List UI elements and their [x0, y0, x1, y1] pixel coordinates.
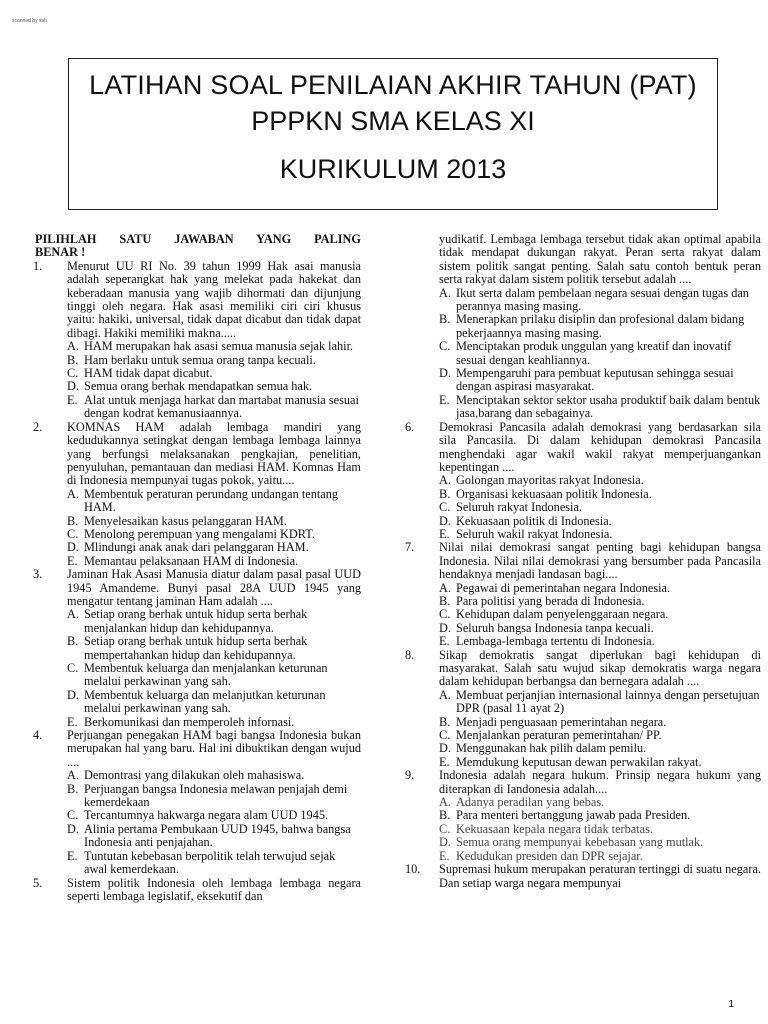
option-d [67, 823, 361, 850]
option-label: C. [439, 821, 451, 836]
option-text: Seluruh rakyat Indonesia. [456, 500, 583, 515]
option-text: Pegawai di pemerintahan negara Indonesia. [456, 580, 671, 595]
question-4 [33, 729, 361, 876]
question-number: 5. [33, 875, 43, 890]
option-d [67, 541, 361, 554]
option-b [67, 354, 361, 367]
option-a [67, 769, 361, 782]
question-text: Jaminan Hak Asasi Manusia diatur dalam pasal pasal UUD 1945 Amandeme. Bunyi pasal 28A UUD 1945 yang mengatur tentang jaminan Ham adalah .... [67, 567, 361, 608]
option-label: C. [67, 808, 79, 823]
option-label: C. [439, 728, 451, 743]
option-text: Semua orang mempunyai kebebasan yang mutlak. [456, 835, 704, 850]
question-text: KOMNAS HAM adalah lembaga mandiri yang kedudukannya setingkat dengan lembaga lembaga lainnya yang berfungsi melaksanakan pengkajian, penelitian, penyuluhan, pemantauan dan mediasi HAM. Komnas Ham di Indonesia mempunyai tugas pokok, yaitu.... [67, 419, 361, 488]
title-box [68, 58, 718, 210]
option-label: E. [439, 634, 450, 649]
option-e [439, 850, 761, 863]
option-a [439, 287, 761, 314]
option-text: HAM merupakan hak asasi semua manusia sejak lahir. [84, 339, 354, 354]
option-c [439, 729, 761, 742]
option-label: B. [439, 486, 451, 501]
option-label: C. [67, 366, 79, 381]
question-text: Sistem politik Indonesia oleh lembaga lembaga negara seperti lembaga legislatif, eksekutif dan [67, 875, 361, 903]
question-5 [33, 877, 361, 904]
option-b [439, 716, 761, 729]
option-text: Setiap orang berhak untuk hidup serta berhak menjalankan hidup dan kehidupannya. [84, 607, 308, 635]
option-text: Memdukung keputusan dewan perwakilan rakyat. [456, 754, 702, 769]
question-number: 6. [405, 419, 415, 434]
option-label: C. [67, 526, 79, 541]
option-text: Para politisi yang berada di Indonesia. [456, 593, 645, 608]
option-label: B. [67, 352, 79, 367]
question-number: 3. [33, 567, 43, 582]
option-text: Demontrasi yang dilakukan oleh mahasiswa. [84, 768, 305, 783]
option-b [439, 313, 761, 340]
question-number: 8. [405, 647, 415, 662]
option-text: Ikut serta dalam pembelaan negara sesuai dengan tugas dan perannya masing masing. [456, 285, 749, 314]
option-a [67, 340, 361, 353]
option-text: Menciptakan sektor sektor usaha produktif baik dalam bentuk jasa,barang dan sebagainya. [456, 392, 761, 421]
option-b [67, 783, 361, 810]
option-label: A. [439, 687, 451, 702]
option-a [67, 488, 361, 515]
option-d [439, 742, 761, 755]
option-label: A. [439, 795, 451, 810]
question-number: 2. [33, 419, 43, 434]
option-d [439, 515, 761, 528]
option-e [67, 850, 361, 877]
option-label: E. [67, 553, 78, 568]
question-number: 7. [405, 540, 415, 555]
option-label: A. [439, 473, 451, 488]
option-c [67, 809, 361, 822]
option-e [67, 555, 361, 568]
question-5-continuation: yudikatif. Lembaga lembaga tersebut tidak akan optimal apabila tidak mendapat dukungan rakyat. Peran serta rakyat dalam sistem politik sangat penting. Salah satu contoh bentuk peran serta rakyat dalam sistem politik tersebut adalah .... [439, 232, 761, 287]
title-line-3: KURIKULUM 2013 [279, 154, 507, 184]
option-text: Seluruh wakil rakyat Indonesia. [456, 526, 613, 541]
option-label: D. [439, 513, 451, 528]
question-3 [33, 568, 361, 729]
option-a [67, 608, 361, 635]
question-1 [33, 260, 361, 421]
question-7 [405, 541, 761, 648]
option-text: Membentuk peraturan perundang undangan tentang HAM. [84, 486, 339, 515]
option-label: B. [439, 714, 451, 729]
option-e [439, 528, 761, 541]
option-text: Menerapkan prilaku disiplin dan profesional dalam bidang pekerjaannya masing masing. [456, 312, 745, 340]
question-number: 9. [405, 768, 415, 783]
option-a [439, 582, 761, 595]
option-label: E. [67, 848, 78, 863]
option-e [67, 394, 361, 421]
question-5-options [405, 287, 761, 421]
question-number: 1. [33, 258, 43, 273]
option-label: D. [439, 835, 451, 850]
option-text: Organisasi kekuasaan politik Indonesia. [456, 486, 652, 501]
question-10 [405, 863, 761, 890]
option-d [439, 836, 761, 849]
question-text: Perjuangan penegakan HAM bagi bangsa Indonesia bukan merupakan hal yang baru. Hal ini dibuktikan dengan wujud .... [67, 728, 361, 769]
option-label: D. [439, 366, 451, 381]
option-a [439, 689, 761, 716]
option-label: A. [439, 580, 451, 595]
option-label: A. [67, 607, 79, 622]
option-text: HAM tidak dapat dicabut. [84, 366, 213, 381]
question-text: Nilai nilai demokrasi sangat penting bagi kehidupan bangsa Indonesia. Nilai nilai demokrasi yang bersumber pada Pancasila hendaknya menjadi landasan bagi.... [439, 540, 761, 582]
question-6 [405, 421, 761, 542]
option-label: D. [67, 821, 79, 836]
option-text: Menyelesaikan kasus pelanggaran HAM. [84, 513, 287, 528]
option-text: Alinia pertama Pembukaan UUD 1945, bahwa bangsa Indonesia anti penjajahan. [84, 821, 351, 850]
question-text: Demokrasi Pancasila adalah demokrasi yang berdasarkan sila sila Pancasila. Di dalam kehidupan demokrasi Pancasila menghendaki agar wakil wakil rakyat memperjuangankan kepentingan .... [439, 419, 761, 474]
option-c [67, 528, 361, 541]
option-label: B. [439, 808, 451, 823]
option-text: Berkomunikasi dan memperoleh infornasi. [84, 714, 295, 729]
title-line-2: PPPKN SMA KELAS XI [251, 106, 535, 136]
option-label: D. [439, 741, 451, 756]
option-e [439, 394, 761, 421]
option-text: Membentuk keluarga dan menjalankan keturunan melalui perkawinan yang sah. [84, 661, 328, 689]
option-text: Lembaga-lembaga tertentu di Indonesia. [456, 634, 655, 649]
option-label: A. [67, 768, 79, 783]
option-text: Semua orang berhak mendapatkan semua hak. [84, 379, 313, 394]
option-label: D. [439, 620, 451, 635]
option-label: C. [439, 500, 451, 515]
option-text: Menjadi penguasaan pemerintahan negara. [456, 714, 667, 729]
option-text: Tuntutan kebebasan berpolitik telah terwujud sejak awal kemerdekaan. [84, 848, 336, 877]
option-text: Mlindungi anak anak dari pelanggaran HAM. [84, 540, 309, 555]
option-text: Seluruh bangsa Indonesia tanpa kecuali. [456, 620, 654, 635]
option-b [439, 595, 761, 608]
watermark: scanned by ssh [12, 18, 47, 24]
right-column [405, 233, 761, 890]
option-label: B. [67, 781, 79, 796]
option-label: B. [67, 513, 79, 528]
question-text: Indonesia adalah negara hukum. Prinsip negara hukum yang diterapkan di Iandonesia adalah.... [439, 768, 761, 796]
question-number: 10. [405, 862, 421, 877]
option-text: Alat untuk menjaga harkat dan martabat manusia sesuai dengan kodrat kemanusiaannya. [84, 392, 359, 421]
page-number: 1 [728, 999, 734, 1010]
instruction-line-2: BENAR ! [35, 245, 86, 260]
option-text: Menjalankan peraturan pemerintahan/ PP. [456, 728, 662, 743]
question-text: Sikap demokratis sangat diperlukan bagi kehidupan di masyarakat. Salah satu wujud sikap demokratis warga negara dalam kehidupan berbangsa dan bernegara adalah .... [439, 647, 761, 689]
option-label: E. [67, 714, 78, 729]
option-e [67, 716, 361, 729]
option-text: Mempengaruhi para pembuat keputusan sehingga sesuai dengan aspirasi masyarakat. [456, 366, 734, 394]
option-text: Perjuangan bangsa Indonesia melawan penjajah demi kemerdekaan [84, 781, 348, 810]
option-label: C. [67, 661, 79, 675]
question-text: Menurut UU RI No. 39 tahun 1999 Hak asai manusia adalah seperangkat hak yang melekat pada hakekat dan keberadaan manusia yang wajib dihormati dan dijunjung tinggi oleh negara. Hak asasi memiliki ciri ciri khusus yaitu: hakiki, universal, tidak dapat dicabut dan tidak dapat dibagi. Hakiki memiliki makna..... [67, 258, 361, 340]
option-c [439, 501, 761, 514]
question-2 [33, 421, 361, 568]
option-label: E. [439, 848, 450, 863]
left-column [33, 233, 361, 903]
option-b [67, 515, 361, 528]
option-d [439, 622, 761, 635]
option-text: Menolong perempuan yang mengalami KDRT. [84, 526, 315, 541]
option-text: Kekuasaan kepala negara tidak terbatas. [456, 821, 653, 836]
option-text: Setiap orang berhak untuk hidup serta berhak mempertahankan hidup dan kehidupannya. [84, 634, 308, 662]
option-e [439, 756, 761, 769]
question-9 [405, 769, 761, 863]
option-text: Membentuk keluarga dan melanjutkan keturunan melalui perkawinan yang sah. [84, 687, 326, 716]
option-a [439, 474, 761, 487]
option-d [439, 367, 761, 394]
option-d [67, 380, 361, 393]
option-b [67, 635, 361, 662]
option-label: E. [439, 392, 450, 407]
option-text: Memantau pelaksanaan HAM di Indonesia. [84, 553, 299, 568]
option-text: Golongan mayoritas rakyat Indonesia. [456, 473, 644, 488]
option-text: Para menteri bertanggung jawab pada Presiden. [456, 808, 691, 823]
option-c [439, 340, 761, 367]
option-label: B. [67, 634, 79, 649]
option-label: A. [67, 486, 79, 501]
option-label: B. [439, 593, 451, 608]
option-d [67, 689, 361, 716]
option-text: Kekuasaan politik di Indonesia. [456, 513, 612, 528]
option-text: Kedudukan presiden dan DPR sejajar. [456, 848, 643, 863]
option-c [439, 608, 761, 621]
option-label: E. [439, 754, 450, 769]
option-b [439, 809, 761, 822]
option-label: E. [67, 392, 78, 407]
option-label: D. [67, 540, 79, 555]
question-text: Supremasi hukum merupakan peraturan tertinggi di suatu negara. Dan setiap warga negara mempunyai [439, 862, 761, 890]
option-a [439, 796, 761, 809]
option-text: Kehidupan dalam penyelenggaraan negara. [456, 607, 669, 622]
question-8 [405, 649, 761, 770]
question-number: 4. [33, 728, 43, 743]
option-text: Menciptakan produk unggulan yang kreatif dan inovatif sesuai dengan keahliannya. [456, 339, 732, 367]
option-e [439, 635, 761, 648]
option-b [439, 488, 761, 501]
option-text: Tercantumnya hakwarga negara alam UUD 1945. [84, 808, 329, 823]
option-label: C. [439, 339, 451, 354]
option-label: D. [67, 379, 79, 394]
option-label: B. [439, 312, 451, 327]
title-line-1: LATIHAN SOAL PENILAIAN AKHIR TAHUN (PAT) [89, 70, 697, 100]
option-label: D. [67, 687, 79, 702]
option-text: Menggunakan hak pilih dalam pemilu. [456, 741, 647, 756]
option-text: Adanya peradilan yang bebas. [456, 795, 605, 810]
option-c [439, 823, 761, 836]
option-label: C. [439, 607, 451, 622]
option-text: Membuat perjanjian internasional lainnya dengan persetujuan DPR (pasal 11 ayat 2) [456, 687, 760, 716]
option-c [67, 662, 361, 689]
option-label: E. [439, 526, 450, 541]
instruction-line-1: PILIHLAH SATU JAWABAN YANG PALING [35, 232, 361, 246]
option-label: A. [439, 285, 451, 300]
option-label: A. [67, 339, 79, 354]
option-c [67, 367, 361, 380]
option-text: Ham berlaku untuk semua orang tanpa kecuali. [84, 352, 316, 367]
